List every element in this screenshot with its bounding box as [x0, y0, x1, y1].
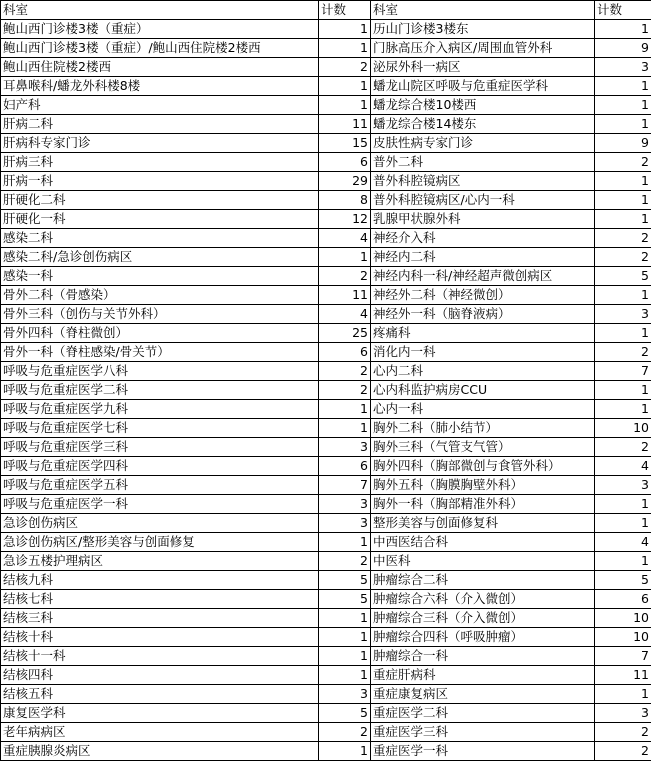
left-dept-cell[interactable]: 骨外一科（脊柱感染/骨关节）: [1, 343, 319, 362]
left-count-cell[interactable]: 6: [319, 343, 371, 362]
left-count-cell[interactable]: 1: [319, 96, 371, 115]
table-row: [1, 362, 651, 381]
left-count-cell[interactable]: 11: [319, 115, 371, 134]
right-count-cell[interactable]: 2: [595, 343, 651, 362]
left-count-cell[interactable]: 1: [319, 533, 371, 552]
right-count-cell[interactable]: 1: [595, 172, 651, 191]
table-row: [1, 381, 651, 400]
left-count-cell[interactable]: 5: [319, 704, 371, 723]
right-dept-cell[interactable]: 消化内一科: [371, 343, 595, 362]
header-right-dept[interactable]: 科室: [371, 1, 595, 20]
left-count-cell[interactable]: 2: [319, 723, 371, 742]
right-dept-cell[interactable]: 重症医学二科: [371, 704, 595, 723]
left-dept-cell[interactable]: 骨外二科（骨感染）: [1, 286, 319, 305]
left-count-cell[interactable]: 29: [319, 172, 371, 191]
left-count-cell[interactable]: 12: [319, 210, 371, 229]
left-count-cell[interactable]: 2: [319, 381, 371, 400]
right-dept-cell[interactable]: 神经内二科: [371, 248, 595, 267]
left-dept-cell[interactable]: 鲍山西门诊楼3楼（重症）/鲍山西住院楼2楼西: [1, 39, 319, 58]
right-dept-cell[interactable]: 门脉高压介入病区/周围血管外科: [371, 39, 595, 58]
right-count-cell[interactable]: 1: [595, 20, 651, 39]
left-count-cell[interactable]: 5: [319, 571, 371, 590]
table-row: [1, 39, 651, 58]
right-dept-cell[interactable]: 肿瘤综合二科: [371, 571, 595, 590]
right-dept-cell[interactable]: 普外科腔镜病区/心内一科: [371, 191, 595, 210]
right-count-cell[interactable]: 1: [595, 210, 651, 229]
left-dept-cell[interactable]: 结核十科: [1, 628, 319, 647]
right-count-cell[interactable]: 4: [595, 533, 651, 552]
left-dept-cell[interactable]: 呼吸与危重症医学三科: [1, 438, 319, 457]
left-dept-cell[interactable]: 骨外四科（脊柱微创）: [1, 324, 319, 343]
left-count-cell[interactable]: 11: [319, 286, 371, 305]
table-row: [1, 305, 651, 324]
right-dept-cell[interactable]: 皮肤性病专家门诊: [371, 134, 595, 153]
table-row: [1, 514, 651, 533]
left-dept-cell[interactable]: 结核九科: [1, 571, 319, 590]
right-count-cell[interactable]: 1: [595, 685, 651, 704]
right-dept-cell[interactable]: 胸外一科（胸部精准外科）: [371, 495, 595, 514]
left-dept-cell[interactable]: 感染二科/急诊创伤病区: [1, 248, 319, 267]
left-count-cell[interactable]: 25: [319, 324, 371, 343]
left-count-cell[interactable]: 6: [319, 153, 371, 172]
left-dept-cell[interactable]: 肝病科专家门诊: [1, 134, 319, 153]
right-count-cell[interactable]: 2: [595, 153, 651, 172]
table-row: [1, 666, 651, 685]
left-dept-cell[interactable]: 耳鼻喉科/蟠龙外科楼8楼: [1, 77, 319, 96]
left-dept-cell[interactable]: 呼吸与危重症医学八科: [1, 362, 319, 381]
right-dept-cell[interactable]: 肿瘤综合一科: [371, 647, 595, 666]
right-dept-cell[interactable]: 神经内科一科/神经超声微创病区: [371, 267, 595, 286]
left-count-cell[interactable]: 2: [319, 267, 371, 286]
right-count-cell[interactable]: 1: [595, 96, 651, 115]
right-dept-cell[interactable]: 中西医结合科: [371, 533, 595, 552]
right-dept-cell[interactable]: 神经介入科: [371, 229, 595, 248]
right-count-cell[interactable]: 6: [595, 590, 651, 609]
left-dept-cell[interactable]: 呼吸与危重症医学二科: [1, 381, 319, 400]
header-right-count[interactable]: 计数: [595, 1, 651, 20]
left-count-cell[interactable]: 1: [319, 666, 371, 685]
left-count-cell[interactable]: 1: [319, 77, 371, 96]
right-count-cell[interactable]: 1: [595, 191, 651, 210]
table-row: [1, 419, 651, 438]
left-dept-cell[interactable]: 肝硬化二科: [1, 191, 319, 210]
left-count-cell[interactable]: 1: [319, 742, 371, 761]
left-dept-cell[interactable]: 结核四科: [1, 666, 319, 685]
table-row: [1, 438, 651, 457]
right-dept-cell[interactable]: 蟠龙综合楼14楼东: [371, 115, 595, 134]
right-dept-cell[interactable]: 肿瘤综合三科（介入微创）: [371, 609, 595, 628]
left-dept-cell[interactable]: 感染一科: [1, 267, 319, 286]
right-count-cell[interactable]: 9: [595, 39, 651, 58]
table-row: [1, 343, 651, 362]
table-row: [1, 609, 651, 628]
table-row: [1, 267, 651, 286]
table-row: [1, 210, 651, 229]
table-row: [1, 172, 651, 191]
right-dept-cell[interactable]: 重症肝病科: [371, 666, 595, 685]
left-dept-cell[interactable]: 鲍山西门诊楼3楼（重症）: [1, 20, 319, 39]
left-dept-cell[interactable]: 急诊五楼护理病区: [1, 552, 319, 571]
right-dept-cell[interactable]: 心内科监护病房CCU: [371, 381, 595, 400]
right-count-cell[interactable]: 9: [595, 134, 651, 153]
right-dept-cell[interactable]: 神经外一科（脑脊液病）: [371, 305, 595, 324]
right-dept-cell[interactable]: 重症医学三科: [371, 723, 595, 742]
right-dept-cell[interactable]: 历山门诊楼3楼东: [371, 20, 595, 39]
left-dept-cell[interactable]: 感染二科: [1, 229, 319, 248]
right-count-cell[interactable]: 1: [595, 324, 651, 343]
left-dept-cell[interactable]: 肝硬化一科: [1, 210, 319, 229]
left-dept-cell[interactable]: 呼吸与危重症医学九科: [1, 400, 319, 419]
right-count-cell[interactable]: 1: [595, 381, 651, 400]
right-count-cell[interactable]: 2: [595, 723, 651, 742]
right-dept-cell[interactable]: 中医科: [371, 552, 595, 571]
right-count-cell[interactable]: 2: [595, 248, 651, 267]
left-count-cell[interactable]: 4: [319, 229, 371, 248]
left-count-cell[interactable]: 3: [319, 514, 371, 533]
right-count-cell[interactable]: 1: [595, 77, 651, 96]
table-row: [1, 58, 651, 77]
left-count-cell[interactable]: 8: [319, 191, 371, 210]
table-row: [1, 723, 651, 742]
left-dept-cell[interactable]: 重症胰腺炎病区: [1, 742, 319, 761]
table-row: [1, 685, 651, 704]
table-row: [1, 590, 651, 609]
left-dept-cell[interactable]: 呼吸与危重症医学四科: [1, 457, 319, 476]
left-dept-cell[interactable]: 急诊创伤病区/整形美容与创面修复: [1, 533, 319, 552]
left-dept-cell[interactable]: 骨外三科（创伤与关节外科）: [1, 305, 319, 324]
right-dept-cell[interactable]: 胸外二科（肺小结节）: [371, 419, 595, 438]
right-dept-cell[interactable]: 重症医学一科: [371, 742, 595, 761]
right-count-cell[interactable]: 10: [595, 419, 651, 438]
left-dept-cell[interactable]: 肝病三科: [1, 153, 319, 172]
table-row: [1, 248, 651, 267]
left-dept-cell[interactable]: 肝病一科: [1, 172, 319, 191]
table-row: [1, 647, 651, 666]
left-count-cell[interactable]: 1: [319, 248, 371, 267]
right-dept-cell[interactable]: 乳腺甲状腺外科: [371, 210, 595, 229]
left-count-cell[interactable]: 2: [319, 58, 371, 77]
right-dept-cell[interactable]: 胸外三科（气管支气管）: [371, 438, 595, 457]
table-row: [1, 286, 651, 305]
right-dept-cell[interactable]: 蟠龙综合楼10楼西: [371, 96, 595, 115]
left-count-cell[interactable]: 1: [319, 609, 371, 628]
right-dept-cell[interactable]: 疼痛科: [371, 324, 595, 343]
right-count-cell[interactable]: 7: [595, 647, 651, 666]
left-count-cell[interactable]: 2: [319, 552, 371, 571]
right-dept-cell[interactable]: 胸外五科（胸膜胸壁外科）: [371, 476, 595, 495]
right-dept-cell[interactable]: 心内二科: [371, 362, 595, 381]
header-left-dept[interactable]: 科室: [1, 1, 319, 20]
right-count-cell[interactable]: 5: [595, 267, 651, 286]
left-count-cell[interactable]: 4: [319, 305, 371, 324]
right-count-cell[interactable]: 2: [595, 229, 651, 248]
right-count-cell[interactable]: 3: [595, 704, 651, 723]
table-row: [1, 400, 651, 419]
table-row: [1, 552, 651, 571]
right-count-cell[interactable]: 10: [595, 609, 651, 628]
left-count-cell[interactable]: 15: [319, 134, 371, 153]
left-count-cell[interactable]: 3: [319, 495, 371, 514]
left-count-cell[interactable]: 3: [319, 438, 371, 457]
right-count-cell[interactable]: 1: [595, 115, 651, 134]
header-row: [1, 1, 651, 20]
table-row: [1, 742, 651, 761]
left-count-cell[interactable]: 2: [319, 362, 371, 381]
right-dept-cell[interactable]: 蟠龙山院区呼吸与危重症医学科: [371, 77, 595, 96]
left-dept-cell[interactable]: 老年病病区: [1, 723, 319, 742]
right-count-cell[interactable]: 1: [595, 514, 651, 533]
table-row: [1, 476, 651, 495]
left-dept-cell[interactable]: 结核五科: [1, 685, 319, 704]
left-dept-cell[interactable]: 康复医学科: [1, 704, 319, 723]
left-dept-cell[interactable]: 鲍山西住院楼2楼西: [1, 58, 319, 77]
table-row: [1, 96, 651, 115]
table-row: [1, 191, 651, 210]
left-count-cell[interactable]: 1: [319, 419, 371, 438]
table-row: [1, 628, 651, 647]
table-row: [1, 704, 651, 723]
table-row: [1, 571, 651, 590]
left-count-cell[interactable]: 1: [319, 400, 371, 419]
right-count-cell[interactable]: 1: [595, 552, 651, 571]
left-count-cell[interactable]: 1: [319, 647, 371, 666]
right-count-cell[interactable]: 11: [595, 666, 651, 685]
right-dept-cell[interactable]: 普外二科: [371, 153, 595, 172]
table-row: [1, 495, 651, 514]
left-dept-cell[interactable]: 呼吸与危重症医学五科: [1, 476, 319, 495]
left-count-cell[interactable]: 1: [319, 20, 371, 39]
left-count-cell[interactable]: 5: [319, 590, 371, 609]
right-dept-cell[interactable]: 肿瘤综合四科（呼吸肿瘤）: [371, 628, 595, 647]
right-count-cell[interactable]: 3: [595, 305, 651, 324]
left-count-cell[interactable]: 3: [319, 685, 371, 704]
right-dept-cell[interactable]: 神经外二科（神经微创）: [371, 286, 595, 305]
right-count-cell[interactable]: 7: [595, 362, 651, 381]
right-count-cell[interactable]: 5: [595, 571, 651, 590]
right-count-cell[interactable]: 10: [595, 628, 651, 647]
right-count-cell[interactable]: 4: [595, 457, 651, 476]
left-count-cell[interactable]: 6: [319, 457, 371, 476]
right-dept-cell[interactable]: 肿瘤综合六科（介入微创）: [371, 590, 595, 609]
right-count-cell[interactable]: 3: [595, 476, 651, 495]
left-count-cell[interactable]: 7: [319, 476, 371, 495]
left-dept-cell[interactable]: 妇产科: [1, 96, 319, 115]
right-dept-cell[interactable]: 泌尿外科一病区: [371, 58, 595, 77]
table-row: [1, 229, 651, 248]
table-row: [1, 20, 651, 39]
left-dept-cell[interactable]: 肝病二科: [1, 115, 319, 134]
right-dept-cell[interactable]: 胸外四科（胸部微创与食管外科）: [371, 457, 595, 476]
right-count-cell[interactable]: 1: [595, 495, 651, 514]
left-dept-cell[interactable]: 结核十一科: [1, 647, 319, 666]
table-row: [1, 115, 651, 134]
table-row: [1, 134, 651, 153]
left-dept-cell[interactable]: 呼吸与危重症医学七科: [1, 419, 319, 438]
right-dept-cell[interactable]: 普外科腔镜病区: [371, 172, 595, 191]
table-row: [1, 77, 651, 96]
right-count-cell[interactable]: 2: [595, 438, 651, 457]
table-row: [1, 153, 651, 172]
left-dept-cell[interactable]: 结核三科: [1, 609, 319, 628]
left-dept-cell[interactable]: 呼吸与危重症医学一科: [1, 495, 319, 514]
left-dept-cell[interactable]: 结核七科: [1, 590, 319, 609]
right-dept-cell[interactable]: 重症康复病区: [371, 685, 595, 704]
left-count-cell[interactable]: 1: [319, 628, 371, 647]
table-row: [1, 533, 651, 552]
table-row: [1, 457, 651, 476]
right-count-cell[interactable]: 3: [595, 58, 651, 77]
table-row: [1, 324, 651, 343]
right-count-cell[interactable]: 1: [595, 400, 651, 419]
right-count-cell[interactable]: 2: [595, 742, 651, 761]
right-dept-cell[interactable]: 心内一科: [371, 400, 595, 419]
left-dept-cell[interactable]: 急诊创伤病区: [1, 514, 319, 533]
right-count-cell[interactable]: 1: [595, 286, 651, 305]
header-left-count[interactable]: 计数: [319, 1, 371, 20]
right-dept-cell[interactable]: 整形美容与创面修复科: [371, 514, 595, 533]
left-count-cell[interactable]: 1: [319, 39, 371, 58]
